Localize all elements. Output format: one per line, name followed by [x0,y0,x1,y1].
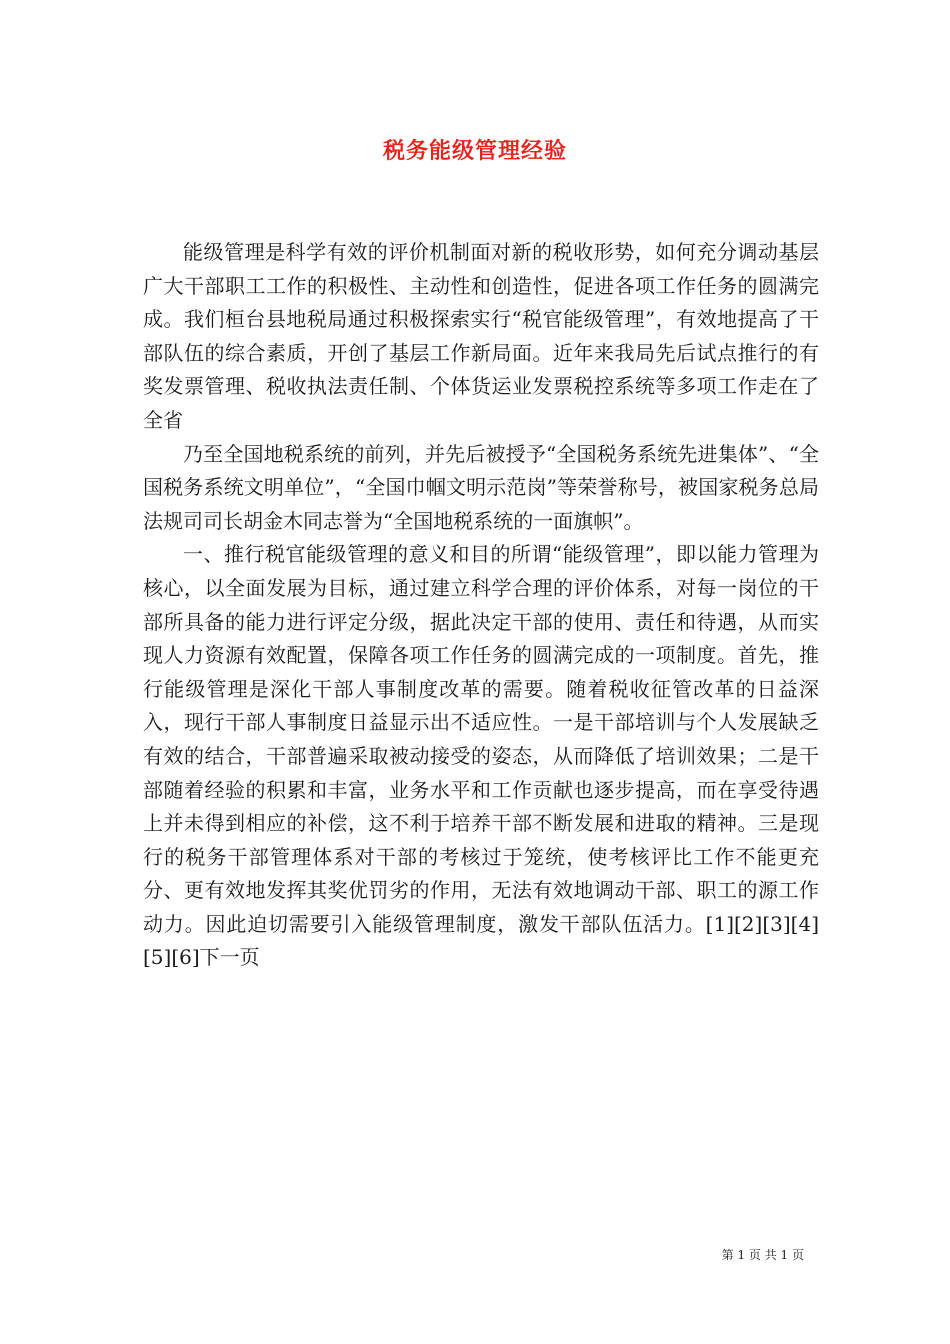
paragraph-2: 乃至全国地税系统的前列，并先后被授予“全国税务系统先进集体”、“全国税务系统文明单位”，“全国巾帼文明示范岗”等荣誉称号，被国家税务总局法规司司长胡金木同志誉为“全国地税系统的一面旗帜”。 [143,441,819,533]
paragraph-3: 一、推行税官能级管理的意义和目的所谓“能级管理”，即以能力管理为核心，以全面发展为目标，通过建立科学合理的评价体系，对每一岗位的干部所具备的能力进行评定分级，据此决定干部的使用、责任和待遇，从而实现人力资源有效配置，保障各项工作任务的圆满完成的一项制度。首先，推行能级管理是深化干部人事制度改革的需要。随着税收征管改革的日益深入，现行干部人事制度日益显示出不适应性。一是干部培训与个人发展缺乏有效的结合，干部普遍采取被动接受的姿态，从而降低了培训效果；二是干部随着经验的积累和丰富，业务水平和工作贡献也逐步提高，而在享受待遇上并未得到相应的补偿，这不利于培养干部不断发展和进取的精神。三是现行的税务干部管理体系对干部的考核过于笼统，使考核评比工作不能更充分、更有效地发挥其奖优罚劣的作用，无法有效地调动干部、职工的源工作动力。因此迫切需要引入能级管理制度，激发干部队伍活力。[1][2][3][4][5][6]下一页 [143,542,819,970]
document-title: 税务能级管理经验 [382,138,567,164]
page-footer: 第 1 页 共 1 页 [721,1248,804,1262]
paragraph-1: 能级管理是科学有效的评价机制面对新的税收形势，如何充分调动基层广大干部职工工作的积极性、主动性和创造性，促进各项工作任务的圆满完成。我们桓台县地税局通过积极探索实行“税官能级管理”，有效地提高了干部队伍的综合素质，开创了基层工作新局面。近年来我局先后试点推行的有奖发票管理、税收执法责任制、个体货运业发票税控系统等多项工作走在了全省 [143,240,819,432]
document-body [143,236,819,975]
